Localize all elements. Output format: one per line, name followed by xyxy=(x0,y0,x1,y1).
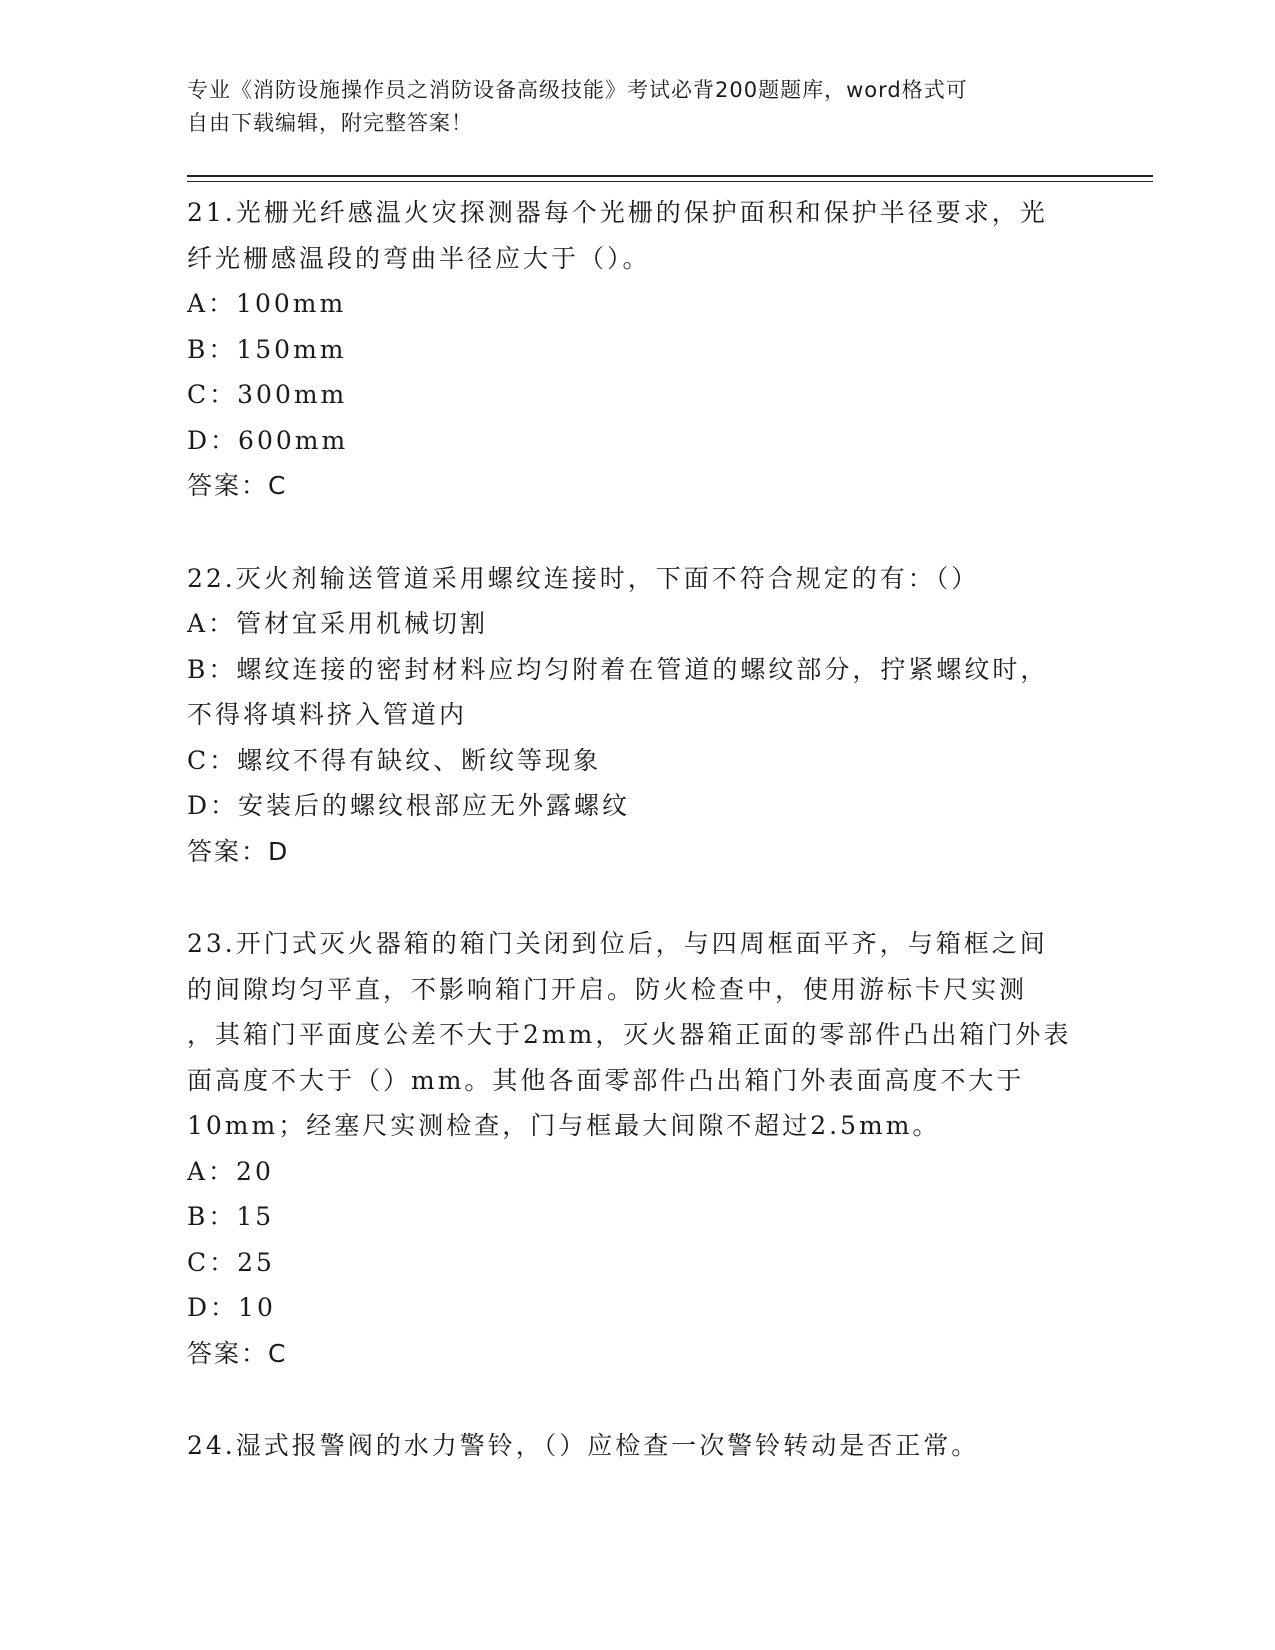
question-text-line: 的间隙均匀平直，不影响箱门开启。防火检查中，使用游标卡尺实测 xyxy=(187,974,1028,1004)
question-text-line: 10mm；经塞尺实测检查，门与框最大间隙不超过2.5mm。 xyxy=(187,1111,941,1140)
question-block xyxy=(187,190,1087,509)
question-text-line: 纤光栅感温段的弯曲半径应大于（）。 xyxy=(187,243,651,273)
question-block xyxy=(187,921,1087,1376)
header-divider-thick xyxy=(187,175,1153,177)
header-divider-thin xyxy=(187,181,1153,182)
answer-line: 答案：C xyxy=(187,471,288,500)
question-text-line: 24.湿式报警阀的水力警铃，（）应检查一次警铃转动是否正常。 xyxy=(187,1431,980,1460)
document-header xyxy=(187,74,1087,140)
header-line-1: 专业《消防设施操作员之消防设备高级技能》考试必背200题题库，word格式可 xyxy=(187,78,968,102)
option-line: B：150mm xyxy=(187,334,347,364)
question-text-line: 面高度不大于（）mm。其他各面零部件凸出箱门外表面高度不大于 xyxy=(187,1065,1025,1095)
option-line: 不得将填料挤入管道内 xyxy=(187,700,468,729)
question-text-line: 23.开门式灭火器箱的箱门关闭到位后，与四周框面平齐，与箱框之间 xyxy=(187,929,1048,958)
option-line: A：20 xyxy=(187,1156,274,1186)
option-line: B：螺纹连接的密封材料应均匀附着在管道的螺纹部分，拧紧螺纹时， xyxy=(187,654,1049,684)
option-line: A：100mm xyxy=(187,289,347,318)
header-line-2: 自由下载编辑，附完整答案！ xyxy=(187,111,473,135)
question-block xyxy=(187,556,1087,875)
answer-line: 答案：D xyxy=(187,836,290,866)
option-line: B：15 xyxy=(187,1202,275,1231)
option-line: C：300mm xyxy=(187,380,348,409)
option-line: D：10 xyxy=(187,1293,276,1322)
option-line: D：600mm xyxy=(187,425,349,455)
option-line: A：管材宜采用机械切割 xyxy=(187,609,489,638)
answer-line: 答案：C xyxy=(187,1338,288,1368)
option-line: C：25 xyxy=(187,1247,275,1277)
question-list xyxy=(187,190,1087,1469)
question-text-line: 21.光栅光纤感温火灾探测器每个光栅的保护面积和保护半径要求，光 xyxy=(187,198,1048,227)
question-block xyxy=(187,1423,1087,1469)
option-line: D：安装后的螺纹根部应无外露螺纹 xyxy=(187,791,631,820)
question-text-line: 22.灭火剂输送管道采用螺纹连接时，下面不符合规定的有：（） xyxy=(187,563,980,593)
question-text-line: ，其箱门平面度公差不大于2mm，灭火器箱正面的零部件凸出箱门外表 xyxy=(187,1020,1072,1049)
option-line: C：螺纹不得有缺纹、断纹等现象 xyxy=(187,745,602,775)
